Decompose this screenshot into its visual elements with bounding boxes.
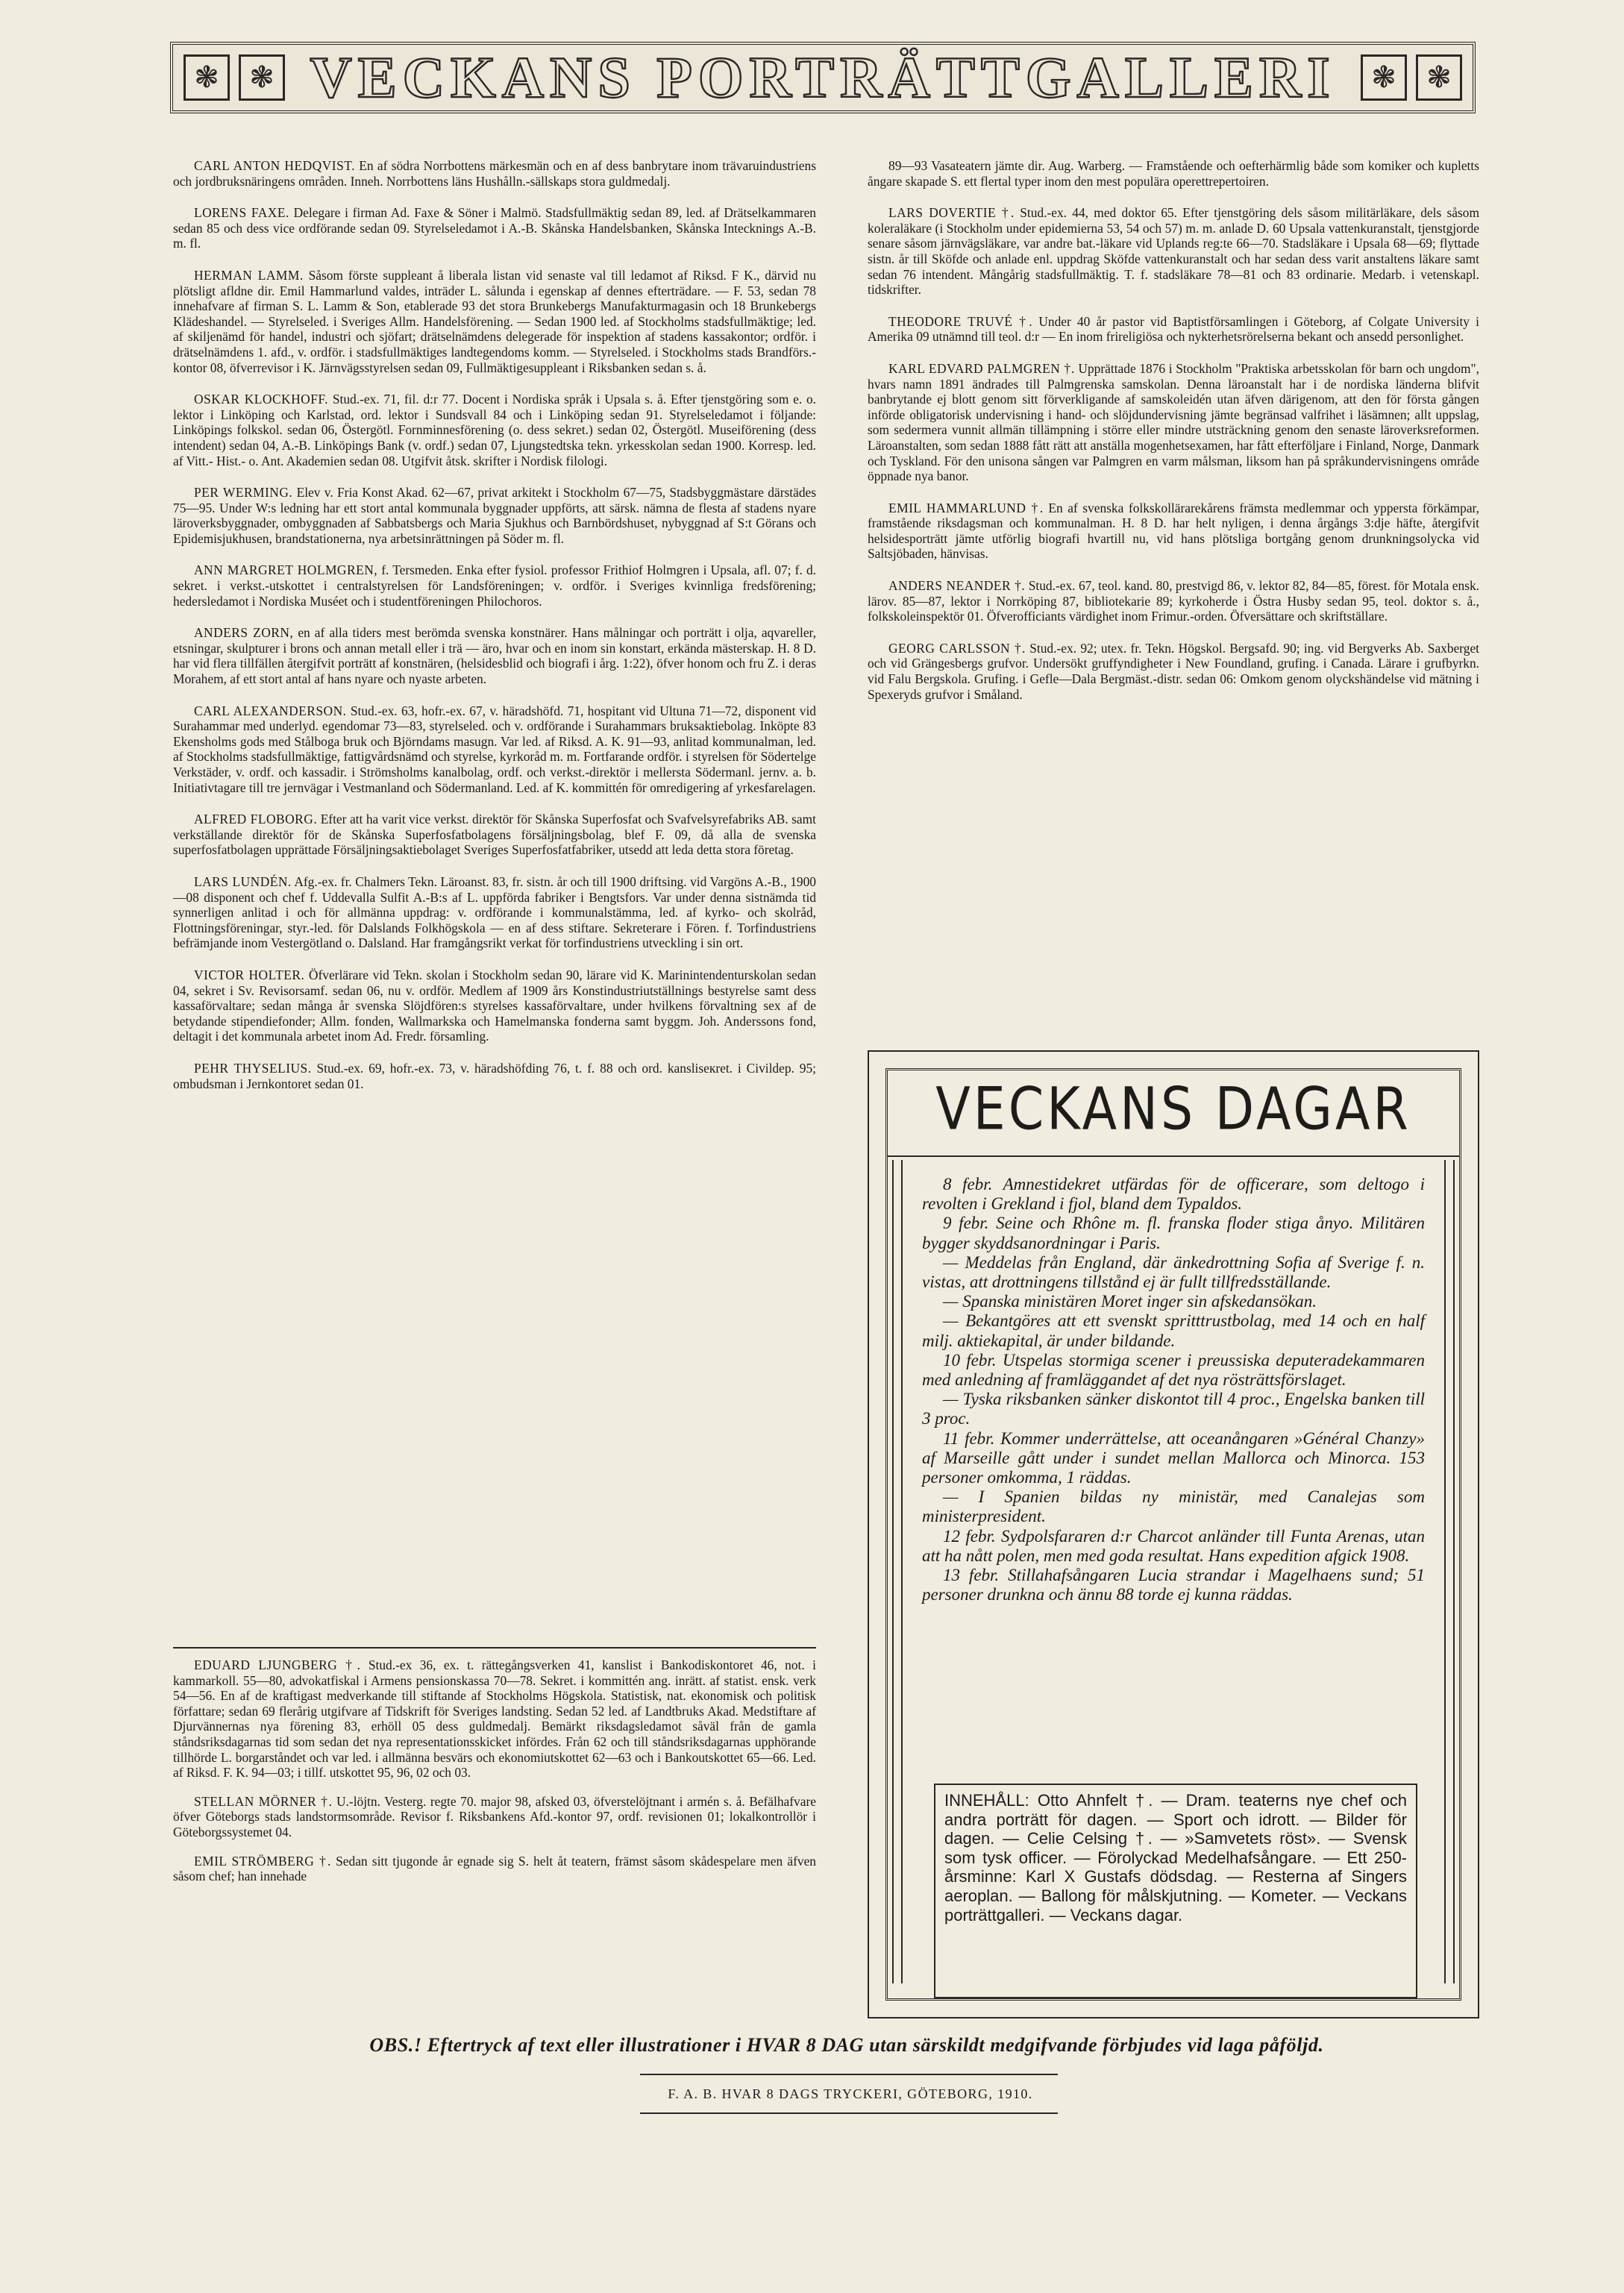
news-item: 9 febr. Seine och Rhône m. fl. franska floder stiga ånyo. Militären bygger skyddsanordningar i Paris. (922, 1214, 1425, 1252)
biography-text: Såsom förste suppleant å liberala listan vid senaste val till ledamot af Riksd. F K., därvid nu plötsligt afldne dir. Emil Hammarlund valdes, inträder L. sålunda i egenskap af dennes efterträdare. — F. 53, sedan 78 innehafvare af firman S. L. Lamm & Son, etablerade 93 det stora Brunkebergs Manufakturmagasin och 18 Brunkebergs Klädeshandel. — Styrelseled. i Sveriges Allm. Handelsförening. — Sedan 1900 led. af Stockholms stadsfullmäktige; led. af skiljenämd för handel, industri och sjöfart; drätselnämdens delegerade för inspektion af stadens kassakontor; ordför. i drätselnämdens 1. afd., v. ordför. i stadsfullmäktiges landtegendoms komm. — Styrelseled. i Stockholms stads Brandförs.-kontor 08, öfverrevisor i K. Järnvägsstyrelsen sedan 09, Fullmäktigesuppleant i Riksbanken sedan s. å. (173, 267, 816, 375)
printer-imprint: F. A. B. HVAR 8 DAGS TRYCKERI, GÖTEBORG, 1910. (668, 2086, 1033, 2101)
biography-entry (173, 392, 816, 468)
biography-entry (868, 501, 1479, 562)
right-column (868, 158, 1479, 718)
biography-entry (173, 703, 816, 796)
person-name: LARS LUNDÉN. (194, 873, 292, 889)
biography-entry (868, 314, 1479, 345)
copyright-notice: OBS.! Eftertryck af text eller illustrationer i HVAR 8 DAG utan särskildt medgifvande förbjudes vid laga påföljd. (369, 2034, 1324, 2056)
biography-text: Elev v. Fria Konst Akad. 62—67, privat arkitekt i Stockholm 67—75, Stadsbyggmästare därstädes 75—95. Under W:s ledning har ett stort antal kommunala byggnader uppförts, att särsk. nämna de flesta af stadens nyare läroverksbyggnader, ombyggnaden af Sabbatsbergs och Maria Sjukhus och Barnbördshuset, nybyggnad af S:t Görans och Epidemisjukhusen, brandstationerna, nya arbetsinrättningen på Söder m. fl. (173, 485, 816, 546)
person-name: STELLAN MÖRNER †. (194, 1793, 333, 1809)
biography-entry (173, 268, 816, 375)
person-name: ALFRED FLOBORG. (194, 812, 318, 827)
person-name: THEODORE TRUVÉ †. (888, 313, 1033, 329)
person-name: KARL EDVARD PALMGREN †. (888, 360, 1075, 376)
biography-text: en af alla tiders mest berömda svenska konstnärer. Hans målningar och porträtt i olja, aqvareller, etsningar, skulpturer i brons och annan metall eller i trä — äro, hvar och en inom sin konstart, erkända mästerskap. H. 8 D. har vid flera tillfällen återgifvit porträtt af konstnären, (helsidesblid och biografi i årg. 1:22), öfver honom och fru Z. i deras Morahem, af ett stort antal af hans nyare och nyaste arbeten. (173, 625, 816, 687)
news-item: — I Spanien bildas ny ministär, med Canalejas som ministerpresident. (922, 1487, 1425, 1526)
biography-entry (868, 578, 1479, 624)
biography-entry (173, 205, 816, 251)
floral-ornament-icon: ❃ (1416, 54, 1462, 101)
biography-text: Stud.-ex. 44, med doktor 65. Efter tjenstgöring dels såsom militärläkare, dels såsom koleraläkare (i Stockholm under epidemierna 53, 54 och 57) m. m. anlade D. 60 Upsala vattenkuranstalt, tjenstgjorde senare såsom järnvägsläkare, var andre bat.-läkare vid Uplands reg:te 66—70. Stadsläkare i Upsala 68—69; flyttade sistn. år till Sköfde och anlade enl. uppdrag Sköfde vattenkuranstalt och har sedan dess varit anstaltens läkare samt sedan 76 intendent. Mångårig stadsfullmäktig. T. f. stadsläkare 78—81 och 83 ordinarie. Medarb. i vetenskapl. tidskrifter. (868, 205, 1479, 298)
decorative-column-right (1444, 1160, 1455, 1983)
biography-text: U.-löjtn. Vesterg. regte 70. major 98, afsked 03, öfverstelöjtnant i armén s. å. Befälhafvare öfver Göteborgs stads landstormsområde. Revisor f. Riksbankens Afd.-kontor 97, ordf. revisionen 01; lokalkontrollör i Göteborgssystemet 04. (173, 1793, 816, 1839)
person-name: EDUARD LJUNGBERG †. (194, 1657, 361, 1672)
news-item: — Bekantgöres att ett svenskt spritttrustbolag, med 14 och en half milj. aktiekapital, är under bildande. (922, 1311, 1425, 1350)
biography-text: Stud.-ex 36, ex. t. rättegångsverken 41, kanslist i Bankodiskontoret 46, not. i kammarkoll. 55—80, advokatfiskal i Armens pensionskassa 70—78. Sekret. i kommittén ang. inrätt. af statist. ensk. verk 54—56. En af de kraftigast medverkande till stiftande af Stockholms Högskola. Statistisk, nat. ekonomisk och politisk författare; sedan 69 flerårig utgifvare af Tidskrift för Sveriges landsting. Sedan 52 led. af Landtbruks Akad. Medstiftare af Djurvännernas nya förening 83, erhöll 05 dess guldmedalj. Bemärkt riksdagsledamot såväl från de gamla ståndsriksdagarnas tid som sedan det nya representationsskicket infördes. Från 62 och till ståndsriksdagarnas upphörande tillhörde L. borgarståndet och var led. i allmänna besvärs och ekonomiutskottet 62—63 och i Bankoutskottet 65—66. Led. af Riksd. F. K. 94—03; i tillf. utskottet 95, 96, 02 och 03. (173, 1657, 816, 1781)
person-name: CARL ANTON HEDQVIST. (194, 158, 355, 173)
column-separator (173, 1647, 816, 1649)
left-column-lower (173, 1657, 816, 1898)
biography-entry (868, 158, 1479, 189)
biography-entry (173, 1854, 816, 1884)
biography-text: Stud.-ex. 71, fil. d:r 77. Docent i Nordiska språk i Upsala s. å. Efter tjenstgöring som e. o. lektor i Linköping och Karlstad, ord. lektor i Sundsvall 84 och i Linköping sedan 91. Styrelseledamot i följande: Linköpings folkskol. sedan 06, Östergötl. Fornminnesförening (o. dess sekret.) sedan 02, Östergötl. Museiförening (dess intendent) sedan 04, A.-B. Linköpings Bank (v. ordf.) sedan 07, Ljungstedtska tekn. yrkesskolan sedan 1900. Korresp. led. af Vitt.- Hist.- o. Ant. Akademien sedan 08. Utgifvit åtsk. skrifter i Nordisk filologi. (173, 392, 816, 468)
person-name: EMIL STRÖMBERG †. (194, 1853, 331, 1869)
biography-entry (868, 361, 1479, 484)
person-name: LARS DOVERTIE †. (888, 205, 1015, 221)
biography-text: Stud.-ex. 63, hofr.-ex. 67, v. häradshöfd. 71, hospitant vid Ultuna 71—72, disponent vid Surahammar med underlyd. egendomar 73—83, styrelseled. och v. ordförande i Surahammars bruksaktiebolag. Inköpte 83 Ekensholms gods med Stålboga bruk och Björndams masugn. Var led. af Riksd. A. K. 91—93, anlitad kommunalman, led. af Stockholms stadsfullmäktige, fattigvårdsnämd och styrelse, kyrkoråd m. m. Fortfarande ordför. i styrelsen för Södertelge Verkstäder, v. ordf. och kassadir. i Strömsholms kanalbolag, ordf. och verkst.-direktör i mellersta Södermanl. jernv. a. b. Initiativtagare till tre jernvägar i Vestmanland och Södermanland. Led. af K. kommittén för omredigering af yrkesfarelagen. (173, 703, 816, 795)
news-item: 11 febr. Kommer underrättelse, att oceanångaren »Général Chanzy» af Marseille gått under i sundet mellan Mallorca och Minorca. 153 personer omkomma, 1 räddas. (922, 1428, 1425, 1487)
news-item: 13 febr. Stillahafsångaren Lucia strandar i Magelhaens sund; 51 personer drunkna och ännu 88 torde ej kunna räddas. (922, 1566, 1425, 1605)
banner-title: VECKANS PORTRÄTTGALLERI (310, 45, 1336, 110)
biography-text: Afg.-ex. fr. Chalmers Tekn. Läroanst. 83, fr. sistn. år och till 1900 driftsing. vid Vargöns A.-B., 1900—08 disponent och chef f. Uddevalla Sulfit A.-B:s af L. uppförda fabriker i Bengtsfors. Var under denna sistnämda tid synnerligen anlitad i och för allmänna uppdrag: v. ordförande i kommunalstämma, led. af kyrko- och skolråd, Flottningsföreningar, styr.-led. för Dalslands Folkhögskola — en af dess stiftare. Sekreterare i Fören. f. Torfindustriens befrämjande inom Vestergötland o. Dalsland. Har framgångsrikt verkat för torfindustriens utveckling i sin ort. (173, 873, 816, 951)
biography-entry (173, 812, 816, 858)
biography-entry (173, 1794, 816, 1840)
biography-entry (868, 205, 1479, 298)
person-name: HERMAN LAMM. (194, 267, 304, 283)
biography-entry (173, 625, 816, 686)
person-name: ANDERS NEANDER †. (888, 578, 1026, 594)
biography-entry (173, 874, 816, 951)
person-name: PER WERMING. (194, 485, 293, 501)
gallery-banner (170, 42, 1476, 113)
biography-entry (173, 158, 816, 189)
biography-text: Upprättade 1876 i Stockholm "Praktiska arbetsskolan för barn och ungdom", hvars namn 1891 ändrades till Palmgrenska samskolan. Denna läroanstalt har i de nordiska länderna blifvit banbrytande ej blott genom sitt förverkligande af samskoleidén utan äfven därigenom, att den för första gången införde obligatorisk undervisning i hand- och slöjdundervisning jämte begränsad valfrihet i läsämnen; allt uppslag, som sedermera vunnit allmän tillämpning i större eller mindre utsträckning genom den senaste läroverksreformen. Läroanstalten, som sedan 1888 fått rätt att anställa mogenhetsexamen, har fått efterföljare i Finland, Norge, Danmark och Tyskland. För den unisona sången var Palmgren en varm målsman, liksom han på språkundervisningens område öppnade nya banor. (868, 360, 1479, 484)
veckans-dagar-divider (888, 1155, 1459, 1157)
biography-text: Delegare i firman Ad. Faxe & Söner i Malmö. Stadsfullmäktig sedan 89, led. af Drätselkammaren sedan 85 och dess vice ordförande sedan 09. Styrelseledamot i A.-B. Skånska Handelsbanken, Skånska Intecknings A.-B. m. fl. (173, 205, 816, 251)
person-name: GEORG CARLSSON †. (888, 640, 1026, 656)
footer-rule-bottom (640, 2112, 1058, 2114)
footer-rule-top (640, 2074, 1058, 2075)
biography-text: Stud.-ex. 67, teol. kand. 80, prestvigd 86, v. lektor 82, 84—85, förest. för Motala ensk. lärov. 85—87, lektor i Norrköping 87, bibliotekarie 89; kyrkoherde i Östra Husby sedan 95, teol. doktor s. å., folkskoleinspektör 01. Öfverofficiants värdighet inom Frimur.-orden. Öfversättare och skriftställare. (868, 578, 1479, 624)
biography-entry (173, 967, 816, 1044)
person-name: LORENS FAXE. (194, 205, 289, 221)
ornament-group-left (173, 54, 295, 101)
person-name: CARL ALEXANDERSON. (194, 703, 347, 718)
biography-text: Efter att ha varit vice verkst. direktör för Skånska Superfosfat och Svafvelsyrefabriks AB. samt verkställande direktör för de Skånska Superfosfatbolagens försäljningsbolag, blef F. 09, då alla de svenska superfosfatbolagen upprättade Försäljningsaktiebolaget Sveriges Superfosfatfabriker, utsedd att leda detta stora företag. (173, 812, 816, 858)
veckans-dagar-title: VECKANS DAGAR (935, 1076, 1411, 1144)
person-name: VICTOR HOLTER. (194, 967, 305, 982)
person-name: ANN MARGRET HOLMGREN, (194, 562, 378, 578)
news-item: — Spanska ministären Moret inger sin afskedansökan. (943, 1292, 1317, 1311)
biography-text: Stud.-ex. 69, hofr.-ex. 73, v. häradshöfding 76, t. f. 88 och ord. kansliseкret. i Civildep. 95; ombudsman i Jernkontoret sedan 01. (173, 1060, 816, 1091)
person-name: ANDERS ZORN, (194, 625, 294, 641)
veckans-dagar-inner-border (885, 1068, 1461, 2001)
biography-entry (868, 641, 1479, 702)
veckans-dagar-box (868, 1050, 1479, 2018)
news-item: — Tyska riksbanken sänker diskontot till 4 proc., Engelska banken till 3 proc. (922, 1390, 1425, 1428)
innehall-box: INNEHÅLL: Otto Ahnfelt †. — Dram. teaterns nye chef och andra porträtt för dagen. — Sport och idrott. — Bilder för dagen. — Celie Celsing †. — »Samvetets röst». — Svensk som tysk officer. — Förolyckad Medelhafsångare. — Ett 250-årsminne: Karl X Gustafs dödsdag. — Resterna af Singers aeroplan. — Ballong för målskjutning. — Kometer. — Veckans porträttgalleri. — Veckans dagar. (934, 1784, 1417, 1998)
biography-text: Sedan sitt tjugonde år egnade sig S. helt åt teatern, främst såsom skådespelare men äfven såsom chef; han innehade (173, 1853, 817, 1884)
floral-ornament-icon: ❃ (239, 54, 285, 101)
news-item: 12 febr. Sydpolsfararen d:r Charcot anländer till Funta Arenas, utan att ha nått polen, men med goda resultat. Hans expedition afgick 1908. (922, 1526, 1425, 1565)
person-name: PEHR THYSELIUS. (194, 1060, 312, 1076)
news-item: 10 febr. Utspelas stormiga scener i preussiska deputeradekammaren med anledning af framläggandet af det nya rösträttsförslaget. (922, 1350, 1425, 1390)
news-item: — Meddelas från England, där änkedrottning Sofia af Sverige f. n. vistas, att drottningens tillstånd ej är fullt tillfredsställande. (922, 1252, 1425, 1292)
biography-text: En af södra Norrbottens märkesmän och en af dess banbrytare inom trävaruindustriens och jordbruksnäringens områden. Inneh. Norrbottens läns Hushålln.-sällskaps stora guldmedalj. (173, 158, 816, 189)
biography-entry (173, 485, 816, 546)
person-name: OSKAR KLOCKHOFF. (194, 392, 329, 407)
floral-ornament-icon: ❃ (184, 54, 230, 101)
decorative-column-left (892, 1160, 903, 1983)
biography-text: Öfverlärare vid Tekn. skolan i Stockholm sedan 90, lärare vid K. Marinintendenturskolan sedan 04, sekret i Sv. Revisorsamf. sedan 06, nu v. ordför. Medlem af 1909 års Konstindustriutställnings bestyrelse samt dess kassaförvaltare; sedan många år svenska Slöjdfören:s styrelses kassaförvaltare, under hvilkens förvaltning sex af de betydande stipendiefonder; Allm. fonden, Wallmarkska och Hamelmanska fonderna samt byggm. Joh. Anderssons fond, deltagit i det kommunala arbetet inom Ad. Fredr. församling. (173, 967, 816, 1044)
biography-text: Under 40 år pastor vid Baptistförsamlingen i Göteborg, af Colgate University i Amerika 09 utnämnd till teol. d:r — En inom frireligiösa och nykterhetsrörelserna bekant och ansedd personlighet. (868, 313, 1480, 345)
person-name: EMIL HAMMARLUND †. (888, 500, 1044, 515)
biography-entry (173, 1657, 816, 1781)
news-item: 8 febr. Amnestidekret utfärdas för de officerare, som deltogo i revolten i Grekland i fjol, bland dem Typaldos. (922, 1175, 1425, 1214)
biography-entry (173, 562, 816, 609)
floral-ornament-icon: ❃ (1361, 54, 1407, 101)
biography-text: En af svenska folkskollärarekårens främsta medlemmar och yppersta förkämpar, framstående riksdagsman och kommunalman. H. 8 D. har helt nyligen, i denna årgångs 3:dje häfte, återgifvit helsidesporträtt jämte utförlig biografi hvartill nu, vid hans plötsliga bortgång genom drunkningsolycka vid Saltsjöbaden, hänvisas. (868, 500, 1479, 562)
biography-text: Stud.-ex. 92; utex. fr. Tekn. Högskol. Bergsafd. 90; ing. vid Bergverks Ab. Saxberget och vid Grängesbergs grufvor. Undersökt gruffyndigheter i New Foundland, grufing. i Canada. Lärare i grufbyrkn. vid Falu Bergskola. Grufing. i Gefle—Dala Bergmäst.-distr. sedan 06: Omkom genom olyckshändelse vid mätning i Spexeryds grufvor i Småland. (868, 640, 1480, 702)
biography-entry (173, 1061, 816, 1091)
left-column (173, 158, 816, 1108)
veckans-dagar-text (922, 1175, 1425, 1605)
ornament-group-right (1350, 54, 1473, 101)
biography-text: 89—93 Vasateatern jämte dir. Aug. Warberg. — Framstående och oefterhärmlig både som komiker och kupletts​ångare skapade S. ett flertal typer inom den mest populära operettrepertoiren. (868, 158, 1479, 189)
biography-text: f. Tersmeden. Enka efter fysiol. professor Frithiof Holmgren i Upsala, afl. 07; f. d. sekret. i verkst.-utskottet i centralstyrelsen för Landsföreningen; v. ordför. i Sveriges kvinnliga fredsförening; hedersledamot i Nordiska Muséet och i studentföreningen Philochoros. (173, 562, 816, 609)
